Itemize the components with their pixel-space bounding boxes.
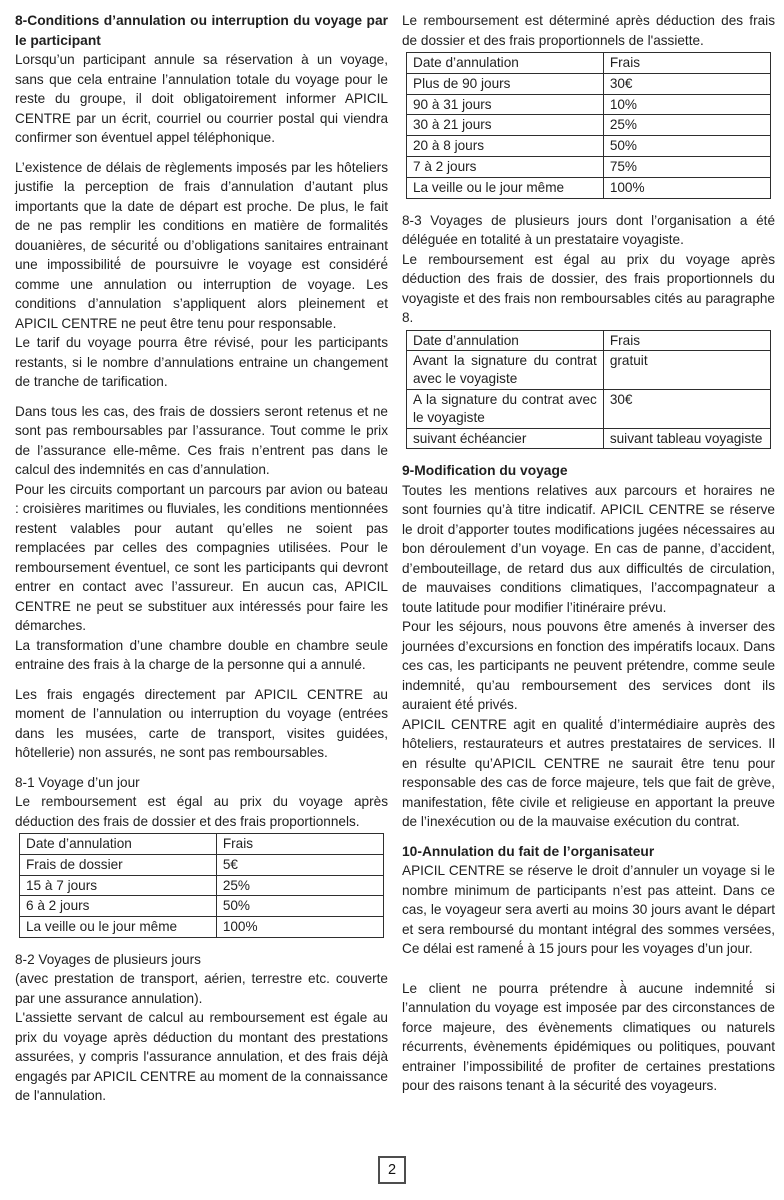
table-cell: suivant échéancier: [407, 428, 604, 449]
table-cell: 90 à 31 jours: [407, 94, 604, 115]
table-header-row: [20, 834, 384, 855]
table-row: [407, 73, 771, 94]
section-10-title: 10-Annulation du fait de l’organisateur: [402, 843, 655, 859]
table-header-row: [407, 330, 771, 351]
table-header-row: [407, 53, 771, 74]
section-8-2-title: 8-2 Voyages de plusieurs jours: [15, 951, 201, 967]
table-cell: 50%: [603, 136, 770, 157]
table-header-cell: Frais: [603, 330, 770, 351]
section-9-paragraph: Pour les séjours, nous pouvons être amenés à inverser des journées d’excursions en fonction des impératifs locaux. Dans ces cas, les participants ne peuvent prétendre, comme seule indemnité́, qu’au remboursement des services dont ils auraient été́ privés.: [402, 619, 775, 713]
table-row: [407, 389, 771, 428]
table-cell: gratuit: [603, 351, 770, 390]
table-row: [407, 115, 771, 136]
table-row: [407, 136, 771, 157]
table-header-cell: Date d’annulation: [407, 330, 604, 351]
page-number-box: [378, 1156, 406, 1184]
section-9-paragraph: Toutes les mentions relatives aux parcours et horaires ne sont fournies qu’à titre indicatif. APICIL CENTRE se réserve le droit d’apporter toutes modifications jugées nécessaires au bon déroulement d’un voyage. En cas de panne, d’accident, d’embouteillage, de retard dus aux difficultés de circulation, de mauvaises conditions climatiques, l’accompagnateur a toute latitude pour modifier l’itinéraire prévu.: [402, 482, 775, 615]
table-row: [407, 94, 771, 115]
table-row: [407, 428, 771, 449]
section-9-paragraph: APICIL CENTRE agit en qualité́ d’intermédiaire auprès des hôteliers, restaurateurs et autres prestataires de services. Il en résulte qu’APICIL CENTRE ne saurait être tenu pour responsable des cas de force majeure, tels que fait de grève, manifestation, fête civile et religieuse en apportant la preuve de l’inexécution ou de la mauvaise exécution du contrat.: [402, 716, 775, 830]
table-row: [407, 156, 771, 177]
two-column-layout: [15, 11, 775, 1106]
table-cell: 10%: [603, 94, 770, 115]
section-8-paragraph: Lorsqu’un participant annule sa réservation à un voyage, sans que cela entraine l’annulation totale du voyage pour le reste du groupe, il doit obligatoirement informer APICIL CENTRE par un écrit, courriel ou courrier postal qui viendra confirmer son éventuel appel téléphonique.: [15, 52, 388, 145]
section-8-paragraph: La transformation d’une chambre double en chambre seule entraine des frais à la charge de la personne qui a annulé.: [15, 637, 388, 672]
section-8-3-title: 8-3 Voyages de plusieurs jours dont l’organisation a été déléguée en totalité à un prestataire voyagiste.: [402, 212, 775, 248]
section-8-3-paragraph: Le remboursement est égal au prix du voyage après déduction des frais de dossier, des frais proportionnels du voyagiste et des frais non remboursables cités au paragraphe 8.: [402, 251, 775, 326]
table-header-cell: Date d’annulation: [20, 834, 217, 855]
table-cell: La veille ou le jour même: [407, 177, 604, 198]
section-10-paragraph: Le client ne pourra prétendre à̀ aucune indemnité́ si l’annulation du voyage est imposée par des circonstances de force majeure, des évènements climatiques ou naturels récurrents, évènements épidémiques ou politiques, pouvant entrainer l’impossibilité́ de profiter de certaines prestations pour des raisons tenant à la sécurité́ des voyageurs.: [402, 980, 775, 1094]
right-column: [402, 11, 775, 1106]
section-10-paragraph: APICIL CENTRE se réserve le droit d’annuler un voyage si le nombre minimum de participants n’est pas atteint. Dans ce cas, le voyageur sera averti au moins 30 jours avant le départ et sera remboursé du montant intégral des sommes versées, Ce délai est ramené́ à 15 jours pour les voyages d’un jour.: [402, 863, 775, 957]
table-cell: Avant la signature du contrat avec le voyagiste: [407, 351, 604, 390]
table-cell: 30 à 21 jours: [407, 115, 604, 136]
table-row: [20, 875, 384, 896]
paragraph-spacer: [15, 675, 388, 685]
paragraph-spacer: [402, 959, 775, 969]
paragraph-spacer: [402, 969, 775, 979]
section-8-2-paragraph: (avec prestation de transport, aérien, terrestre etc. couverte par une assurance annulation).: [15, 971, 388, 1006]
table-row: [20, 896, 384, 917]
table-cell: 25%: [603, 115, 770, 136]
paragraph-spacer: [402, 201, 775, 211]
table-cell: 100%: [603, 177, 770, 198]
table-cell: 6 à 2 jours: [20, 896, 217, 917]
table-cell: 75%: [603, 156, 770, 177]
table-cell: 50%: [216, 896, 383, 917]
paragraph-spacer: [15, 763, 388, 773]
paragraph-spacer: [15, 940, 388, 950]
section-8-paragraph: Pour les circuits comportant un parcours par avion ou bateau : croisières maritimes ou fluviales, les conditions mentionnées restent valables pour autant qu’elles ne soient pas remplacées par celles des compagnies utilisées. Pour le remboursement éventuel, ce sont les participants qui devront entrer en contact avec l’assureur. En aucun cas, APICIL CENTRE ne peut se substituer aux intéressés pour faire les démarches.: [15, 481, 388, 633]
table-cell: 5€: [216, 854, 383, 875]
table-cell: La veille ou le jour même: [20, 917, 217, 938]
table-row: [20, 917, 384, 938]
table-cell: 15 à 7 jours: [20, 875, 217, 896]
table-cell: Plus de 90 jours: [407, 73, 604, 94]
section-8-paragraph: Dans tous les cas, des frais de dossiers seront retenus et ne sont pas remboursables par l’assurance. Tout comme le prix de l’assurance elle-même. Ces frais n’entrent pas dans le calcul des indemnités en cas d’annulation.: [15, 403, 388, 477]
paragraph-spacer: [402, 451, 775, 461]
multi-day-trip-cancellation-fees-table: [406, 52, 771, 199]
table-row: [407, 177, 771, 198]
paragraph-spacer: [15, 148, 388, 158]
section-8-paragraph: Le tarif du voyage pourra être révisé, pour les participants restants, si le nombre d’annulations entraine un changement de tranche de tarification.: [15, 335, 388, 389]
table-row: [407, 351, 771, 390]
table-cell: 100%: [216, 917, 383, 938]
table-cell: 20 à 8 jours: [407, 136, 604, 157]
section-8-title: 8-Conditions d’annulation ou interruption du voyage par le participant: [15, 13, 388, 48]
table-cell: 7 à 2 jours: [407, 156, 604, 177]
tour-operator-cancellation-fees-table: [406, 330, 771, 450]
section-8-paragraph: Les frais engagés directement par APICIL CENTRE au moment de l’annulation ou interruption du voyage (entrées dans les musées, carte de transport, visites guidées, hôtellerie) non assurés, ne sont pas remboursables.: [15, 686, 388, 760]
section-8-1-intro: Le remboursement est égal au prix du voyage après déduction des frais de dossier et des frais proportionnels.: [15, 794, 388, 829]
table-cell: 30€: [603, 389, 770, 428]
table-cell: 30€: [603, 73, 770, 94]
page-number: 2: [387, 1162, 397, 1178]
paragraph-spacer: [15, 392, 388, 402]
table-row: [20, 854, 384, 875]
section-8-paragraph: L’existence de délais de règlements imposés par les hôteliers justifie la perception de frais d’annulation d’autant plus importants que la date de départ est proche. De plus, le fait de ne pas remplir les conditions en matière de formalités douanières, de sécurité́ ou d’obligations sanitaires entrainant une impossibilité́ de poursuivre le voyage est considéré́ comme une annulation ou interruption de voyage. Les conditions d’annulation s’appliquent alors pleinement et APICIL CENTRE ne peut être tenu pour responsable.: [15, 159, 388, 331]
day-trip-cancellation-fees-table: [19, 833, 384, 938]
table-cell: 25%: [216, 875, 383, 896]
table-cell: suivant tableau voyagiste: [603, 428, 770, 449]
section-9-title: 9-Modification du voyage: [402, 463, 568, 479]
left-column: [15, 11, 388, 1106]
section-8-1-title: 8-1 Voyage d’un jour: [15, 774, 140, 790]
paragraph-spacer: [402, 832, 775, 842]
table-header-cell: Frais: [603, 53, 770, 74]
table-header-cell: Date d’annulation: [407, 53, 604, 74]
section-8-2-intro: Le remboursement est déterminé après déduction des frais de dossier et des frais proportionnels de l'assiette.: [402, 13, 775, 48]
table-cell: Frais de dossier: [20, 854, 217, 875]
table-header-cell: Frais: [216, 834, 383, 855]
section-8-2-paragraph: L'assiette servant de calcul au remboursement est égale au prix du voyage après déduction du montant des prestations assurées, y compris l'assurance annulation, et des frais déjà engagés par APICIL CENTRE au moment de la connaissance de l'annulation.: [15, 1010, 388, 1104]
table-cell: A la signature du contrat avec le voyagiste: [407, 389, 604, 428]
